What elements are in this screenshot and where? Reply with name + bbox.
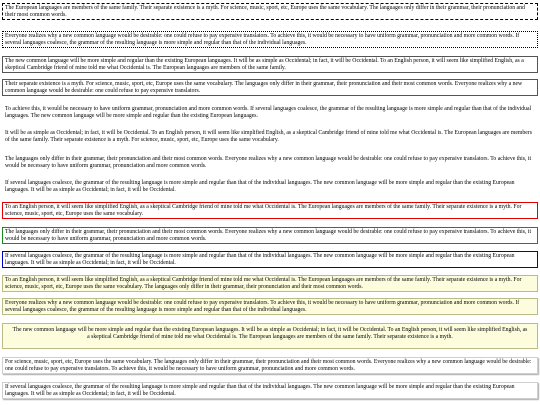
text-block-plain: If several languages coalesce, the grammar of the resulting language is more simple and regular than that of the individual languages. The new common language will be more simple and regular than the existing European languages. It will be as simple as Occidental; in fact, it will be Occidental. [5, 180, 515, 194]
text-block-highlighted: To an English person, it will seem like simplified English, as a skeptical Cambridge friend of mine told me what Occidental is. The European languages are members of the same family. Their separate existence is a myth. For science, music, sport, etc, Europe uses the same vocabulary. The languages only differ in their grammar, their pronunciation and their most common words. [2, 275, 538, 292]
text-block-highlighted-centered: The new common language will be more simple and regular than the existing European languages. It will be as simple as Occidental; in fact, it will be Occidental. To an English person, it will seem like simplified English, as a skeptical Cambridge friend of mine told me what Occidental is. The European languages are members of the same family. Their separate existence is a myth. [2, 323, 538, 349]
text-block-plain: The languages only differ in their grammar, their pronunciation and their most common words. Everyone realizes why a new common language would be desirable: one could refuse to pay expensive translators. To achieve this, it would be necessary to have uniform grammar, pronunciation and more common words. [5, 156, 532, 170]
text-block-green: The languages only differ in their grammar, their pronunciation and their most common words. Everyone realizes why a new common language would be desirable: one could refuse to pay expensive translators. To achieve this, it would be necessary to have uniform grammar, pronunciation and more common words. [2, 227, 538, 244]
text-block-plain: It will be as simple as Occidental; in fact, it will be Occidental. To an English person, it will seem like simplified English, as a skeptical Cambridge friend of mine told me what Occidental is. The European languages are members of the same family. Their separate existence is a myth. For science, music, sport, etc, Europe uses the same vocabulary. [5, 130, 532, 144]
text-block-shadow: For science, music, sport, etc, Europe uses the same vocabulary. The languages only differ in their grammar, their pronunciation and their most common words. Everyone realizes why a new common language would be desirable: one could refuse to pay expensive translators. To achieve this, it would be necessary to have uniform grammar, pronunciation and more common words. [2, 357, 538, 374]
text-block-solid: Their separate existence is a myth. For science, music, sport, etc, Europe uses the same vocabulary. The languages only differ in their grammar, their pronunciation and their most common words. Everyone realizes why a new common language would be desirable: one could refuse to pay expensive translators. [2, 79, 538, 96]
text-block-dotted: Everyone realizes why a new common language would be desirable: one could refuse to pay expensive translators. To achieve this, it would be necessary to have uniform grammar, pronunciation and more common words. If several languages coalesce, the grammar of the resulting language is more simple and regular than that of the individual languages. [2, 31, 538, 48]
text-block-solid: The new common language will be more simple and regular than the existing European languages. It will be as simple as Occidental; in fact, it will be Occidental. To an English person, it will seem like simplified English, as a skeptical Cambridge friend of mine told me what Occidental is. The European languages are members of the same family. [2, 56, 538, 73]
text-block-dashed: The European languages are members of the same family. Their separate existence is a myth. For science, music, sport, etc, Europe uses the same vocabulary. The languages only differ in their grammar, their pronunciation and their most common words. [2, 3, 538, 20]
text-block-plain: To achieve this, it would be necessary to have uniform grammar, pronunciation and more common words. If several languages coalesce, the grammar of the resulting language is more simple and regular than that of the individual languages. The new common language will be more simple and regular than the existing European languages. [5, 106, 532, 120]
text-block-blue: If several languages coalesce, the grammar of the resulting language is more simple and regular than that of the individual languages. The new common language will be more simple and regular than the existing European languages. It will be as simple as Occidental; in fact, it will be Occidental. [2, 251, 538, 268]
text-block-red: To an English person, it will seem like simplified English, as a skeptical Cambridge friend of mine told me what Occidental is. The European languages are members of the same family. Their separate existence is a myth. For science, music, sport, etc, Europe uses the same vocabulary. [2, 202, 538, 219]
text-block-shadow: If several languages coalesce, the grammar of the resulting language is more simple and regular than that of the individual languages. The new common language will be more simple and regular than the existing European languages. It will be as simple as Occidental; in fact, it will be Occidental. [2, 382, 538, 399]
text-block-highlighted: Everyone realizes why a new common language would be desirable: one could refuse to pay expensive translators. To achieve this, it would be necessary to have uniform grammar, pronunciation and more common words. If several languages coalesce, the grammar of the resulting language is more simple and regular than that of the individual languages. [2, 298, 538, 315]
